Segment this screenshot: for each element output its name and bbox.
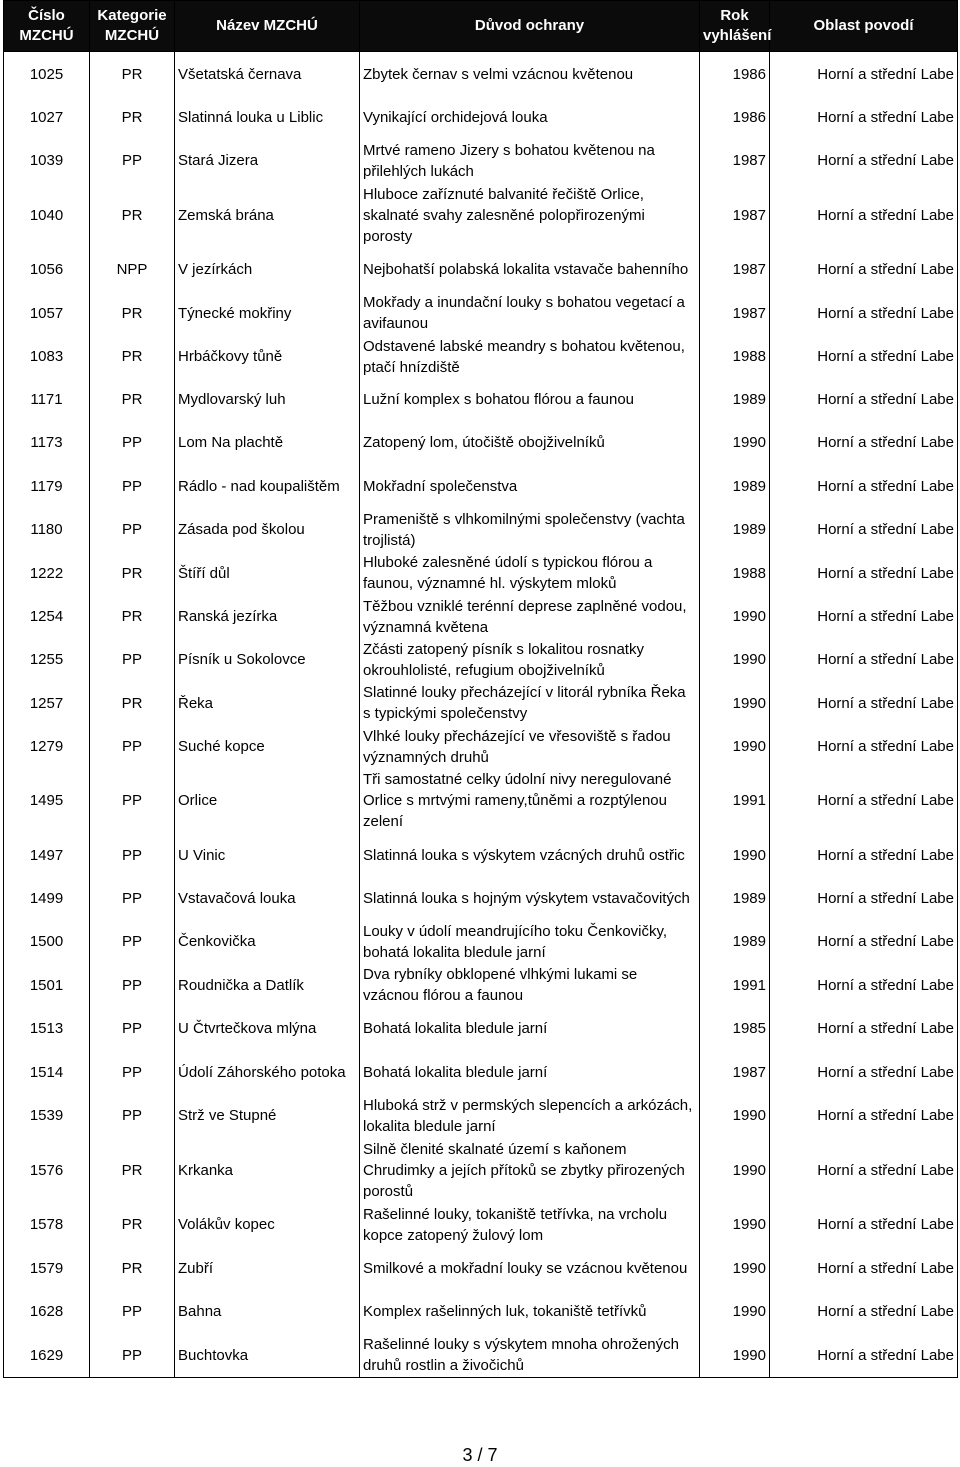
row-name: Slatinná louka u Liblic	[175, 96, 360, 139]
row-year: 1988	[700, 335, 770, 378]
row-name: Všetatská černava	[175, 52, 360, 97]
row-reason: Tři samostatné celky údolní nivy neregulované Orlice s mrtvými rameny,tůněmi a rozptýlenou zelení	[360, 768, 700, 833]
row-category: PR	[90, 52, 175, 97]
row-reason: Mrtvé rameno Jizery s bohatou květenou na přilehlých lukách	[360, 139, 700, 182]
row-category: PP	[90, 421, 175, 464]
row-name: Strž ve Stupné	[175, 1094, 360, 1137]
header-oblast: Oblast povodí	[770, 1, 958, 52]
row-category: NPP	[90, 248, 175, 291]
row-reason: Zčásti zatopený písník s lokalitou rosnatky okrouhlolisté, refugium obojživelníků	[360, 638, 700, 681]
table-row	[4, 638, 958, 681]
row-category: PR	[90, 378, 175, 421]
table-row	[4, 877, 958, 920]
row-category: PP	[90, 920, 175, 963]
row-area: Horní a střední Labe	[770, 1094, 958, 1137]
row-category: PP	[90, 139, 175, 182]
row-reason: Mokřadní společenstva	[360, 464, 700, 508]
row-name: Ranská jezírka	[175, 595, 360, 638]
row-name: Roudnička a Datlík	[175, 963, 360, 1007]
table-row	[4, 595, 958, 638]
row-area: Horní a střední Labe	[770, 508, 958, 551]
row-area: Horní a střední Labe	[770, 1333, 958, 1378]
table-row	[4, 1050, 958, 1094]
row-name: Suché kopce	[175, 725, 360, 768]
table-row	[4, 139, 958, 182]
header-nazev: Název MZCHÚ	[175, 1, 360, 52]
row-reason: Mokřady a inundační louky s bohatou vegetací a avifaunou	[360, 291, 700, 335]
row-year: 1988	[700, 551, 770, 595]
row-name: Volákův kopec	[175, 1203, 360, 1246]
row-reason: Slatinná louka s hojným výskytem vstavačovitých	[360, 877, 700, 920]
row-number: 1500	[4, 920, 90, 963]
header-cislo: Číslo MZCHÚ	[4, 1, 90, 52]
row-name: Orlice	[175, 768, 360, 833]
row-area: Horní a střední Labe	[770, 681, 958, 725]
row-category: PP	[90, 508, 175, 551]
row-number: 1501	[4, 963, 90, 1007]
row-category: PP	[90, 725, 175, 768]
table-row	[4, 1007, 958, 1050]
row-reason: Bohatá lokalita bledule jarní	[360, 1007, 700, 1050]
row-year: 1990	[700, 833, 770, 877]
row-name: Krkanka	[175, 1137, 360, 1203]
row-area: Horní a střední Labe	[770, 725, 958, 768]
row-year: 1990	[700, 1290, 770, 1333]
row-category: PP	[90, 1007, 175, 1050]
row-area: Horní a střední Labe	[770, 920, 958, 963]
table-row	[4, 464, 958, 508]
row-area: Horní a střední Labe	[770, 1007, 958, 1050]
row-number: 1056	[4, 248, 90, 291]
row-year: 1989	[700, 920, 770, 963]
row-number: 1257	[4, 681, 90, 725]
row-year: 1990	[700, 421, 770, 464]
table-row	[4, 421, 958, 464]
table-row	[4, 833, 958, 877]
row-year: 1986	[700, 96, 770, 139]
row-name: Zemská brána	[175, 182, 360, 248]
row-year: 1989	[700, 877, 770, 920]
table-row	[4, 1203, 958, 1246]
row-year: 1985	[700, 1007, 770, 1050]
row-name: U Vinic	[175, 833, 360, 877]
row-reason: Rašelinné louky s výskytem mnoha ohrožených druhů rostlin a živočichů	[360, 1333, 700, 1378]
table-row	[4, 1137, 958, 1203]
table-row	[4, 963, 958, 1007]
row-reason: Smilkové a mokřadní louky se vzácnou květenou	[360, 1246, 700, 1290]
table-row	[4, 681, 958, 725]
header-kategorie: Kategorie MZCHÚ	[90, 1, 175, 52]
row-name: Rádlo - nad koupalištěm	[175, 464, 360, 508]
row-category: PR	[90, 182, 175, 248]
row-reason: Prameniště s vlhkomilnými společenstvy (vachta trojlistá)	[360, 508, 700, 551]
row-category: PP	[90, 1050, 175, 1094]
row-year: 1987	[700, 139, 770, 182]
row-year: 1990	[700, 1137, 770, 1203]
row-name: Týnecké mokřiny	[175, 291, 360, 335]
row-name: Údolí Záhorského potoka	[175, 1050, 360, 1094]
row-number: 1255	[4, 638, 90, 681]
row-area: Horní a střední Labe	[770, 638, 958, 681]
row-year: 1990	[700, 1203, 770, 1246]
row-area: Horní a střední Labe	[770, 1290, 958, 1333]
row-name: Čenkovička	[175, 920, 360, 963]
row-number: 1539	[4, 1094, 90, 1137]
row-reason: Bohatá lokalita bledule jarní	[360, 1050, 700, 1094]
table-row	[4, 1246, 958, 1290]
row-number: 1180	[4, 508, 90, 551]
row-name: Štíří důl	[175, 551, 360, 595]
table-row	[4, 768, 958, 833]
row-name: Mydlovarský luh	[175, 378, 360, 421]
table-row	[4, 1290, 958, 1333]
row-year: 1987	[700, 248, 770, 291]
row-category: PR	[90, 1137, 175, 1203]
row-number: 1083	[4, 335, 90, 378]
row-year: 1989	[700, 508, 770, 551]
row-reason: Zbytek černav s velmi vzácnou květenou	[360, 52, 700, 97]
row-year: 1990	[700, 681, 770, 725]
row-reason: Vynikající orchidejová louka	[360, 96, 700, 139]
row-number: 1027	[4, 96, 90, 139]
row-area: Horní a střední Labe	[770, 1203, 958, 1246]
row-name: Bahna	[175, 1290, 360, 1333]
header-row	[4, 1, 958, 52]
row-year: 1989	[700, 378, 770, 421]
row-year: 1990	[700, 638, 770, 681]
row-category: PR	[90, 681, 175, 725]
row-area: Horní a střední Labe	[770, 421, 958, 464]
row-reason: Silně členité skalnaté území s kaňonem Chrudimky a jejích přítoků se zbytky přirozených porostů	[360, 1137, 700, 1203]
page-number: 3 / 7	[462, 1445, 498, 1465]
row-number: 1057	[4, 291, 90, 335]
row-reason: Dva rybníky obklopené vlhkými lukami se vzácnou flórou a faunou	[360, 963, 700, 1007]
row-number: 1578	[4, 1203, 90, 1246]
row-number: 1499	[4, 877, 90, 920]
row-year: 1990	[700, 595, 770, 638]
row-name: Řeka	[175, 681, 360, 725]
row-reason: Těžbou vzniklé terénní deprese zaplněné vodou, významná květena	[360, 595, 700, 638]
row-category: PP	[90, 833, 175, 877]
row-area: Horní a střední Labe	[770, 291, 958, 335]
row-area: Horní a střední Labe	[770, 52, 958, 97]
row-number: 1495	[4, 768, 90, 833]
row-reason: Hluboce zaříznuté balvanité řečiště Orlice, skalnaté svahy zalesněné polopřirozenými porosty	[360, 182, 700, 248]
table-row	[4, 1094, 958, 1137]
row-reason: Vlhké louky přecházející ve vřesoviště s řadou významných druhů	[360, 725, 700, 768]
row-year: 1986	[700, 52, 770, 97]
table-row	[4, 291, 958, 335]
row-category: PP	[90, 877, 175, 920]
row-reason: Nejbohatší polabská lokalita vstavače bahenního	[360, 248, 700, 291]
row-area: Horní a střední Labe	[770, 1137, 958, 1203]
table-row	[4, 182, 958, 248]
row-category: PR	[90, 1246, 175, 1290]
row-year: 1990	[700, 1246, 770, 1290]
table-row	[4, 248, 958, 291]
row-number: 1629	[4, 1333, 90, 1378]
row-number: 1279	[4, 725, 90, 768]
row-year: 1991	[700, 768, 770, 833]
header-rok: Rok vyhlášení	[700, 1, 770, 52]
row-category: PP	[90, 1094, 175, 1137]
row-area: Horní a střední Labe	[770, 96, 958, 139]
row-area: Horní a střední Labe	[770, 877, 958, 920]
row-category: PP	[90, 1290, 175, 1333]
row-name: V jezírkách	[175, 248, 360, 291]
row-reason: Lužní komplex s bohatou flórou a faunou	[360, 378, 700, 421]
row-category: PR	[90, 335, 175, 378]
row-category: PR	[90, 1203, 175, 1246]
row-name: Písník u Sokolovce	[175, 638, 360, 681]
row-name: Buchtovka	[175, 1333, 360, 1378]
row-year: 1990	[700, 1333, 770, 1378]
table-row	[4, 378, 958, 421]
row-number: 1179	[4, 464, 90, 508]
row-number: 1039	[4, 139, 90, 182]
row-reason: Louky v údolí meandrujícího toku Čenkovičky, bohatá lokalita bledule jarní	[360, 920, 700, 963]
row-reason: Slatinná louka s výskytem vzácných druhů ostřic	[360, 833, 700, 877]
table-row	[4, 725, 958, 768]
row-category: PP	[90, 768, 175, 833]
row-number: 1173	[4, 421, 90, 464]
row-category: PR	[90, 595, 175, 638]
row-reason: Slatinné louky přecházející v litorál rybníka Řeka s typickými společenstvy	[360, 681, 700, 725]
row-area: Horní a střední Labe	[770, 963, 958, 1007]
row-year: 1987	[700, 182, 770, 248]
row-number: 1628	[4, 1290, 90, 1333]
table-row	[4, 96, 958, 139]
row-name: U Čtvrtečkova mlýna	[175, 1007, 360, 1050]
header-duvod: Důvod ochrany	[360, 1, 700, 52]
row-reason: Hluboké zalesněné údolí s typickou flórou a faunou, významné hl. výskytem mloků	[360, 551, 700, 595]
row-category: PP	[90, 638, 175, 681]
row-area: Horní a střední Labe	[770, 768, 958, 833]
row-year: 1987	[700, 1050, 770, 1094]
row-area: Horní a střední Labe	[770, 248, 958, 291]
row-year: 1989	[700, 464, 770, 508]
row-year: 1987	[700, 291, 770, 335]
row-reason: Rašelinné louky, tokaniště tetřívka, na vrcholu kopce zatopený žulový lom	[360, 1203, 700, 1246]
row-number: 1040	[4, 182, 90, 248]
table-row	[4, 551, 958, 595]
row-category: PP	[90, 1333, 175, 1378]
row-number: 1025	[4, 52, 90, 97]
row-category: PP	[90, 963, 175, 1007]
row-reason: Odstavené labské meandry s bohatou květenou, ptačí hnízdiště	[360, 335, 700, 378]
row-category: PR	[90, 551, 175, 595]
row-number: 1497	[4, 833, 90, 877]
reserves-table	[3, 0, 958, 1378]
row-area: Horní a střední Labe	[770, 378, 958, 421]
row-category: PR	[90, 96, 175, 139]
row-area: Horní a střední Labe	[770, 139, 958, 182]
row-name: Lom Na plachtě	[175, 421, 360, 464]
row-category: PR	[90, 291, 175, 335]
row-number: 1171	[4, 378, 90, 421]
row-number: 1576	[4, 1137, 90, 1203]
row-number: 1254	[4, 595, 90, 638]
table-row	[4, 52, 958, 97]
table-row	[4, 508, 958, 551]
row-year: 1990	[700, 1094, 770, 1137]
row-area: Horní a střední Labe	[770, 464, 958, 508]
row-reason: Komplex rašelinných luk, tokaniště tetřívků	[360, 1290, 700, 1333]
row-number: 1514	[4, 1050, 90, 1094]
row-name: Vstavačová louka	[175, 877, 360, 920]
row-area: Horní a střední Labe	[770, 182, 958, 248]
row-name: Zásada pod školou	[175, 508, 360, 551]
table-row	[4, 920, 958, 963]
row-area: Horní a střední Labe	[770, 335, 958, 378]
row-name: Hrbáčkovy tůně	[175, 335, 360, 378]
row-area: Horní a střední Labe	[770, 595, 958, 638]
row-number: 1222	[4, 551, 90, 595]
row-name: Stará Jizera	[175, 139, 360, 182]
row-number: 1513	[4, 1007, 90, 1050]
row-area: Horní a střední Labe	[770, 551, 958, 595]
row-area: Horní a střední Labe	[770, 1246, 958, 1290]
row-category: PP	[90, 464, 175, 508]
table-row	[4, 335, 958, 378]
row-number: 1579	[4, 1246, 90, 1290]
row-reason: Zatopený lom, útočiště obojživelníků	[360, 421, 700, 464]
row-area: Horní a střední Labe	[770, 1050, 958, 1094]
table-row	[4, 1333, 958, 1378]
row-area: Horní a střední Labe	[770, 833, 958, 877]
row-year: 1990	[700, 725, 770, 768]
row-reason: Hluboká strž v permských slepencích a arkózách, lokalita bledule jarní	[360, 1094, 700, 1137]
row-year: 1991	[700, 963, 770, 1007]
row-name: Zubří	[175, 1246, 360, 1290]
